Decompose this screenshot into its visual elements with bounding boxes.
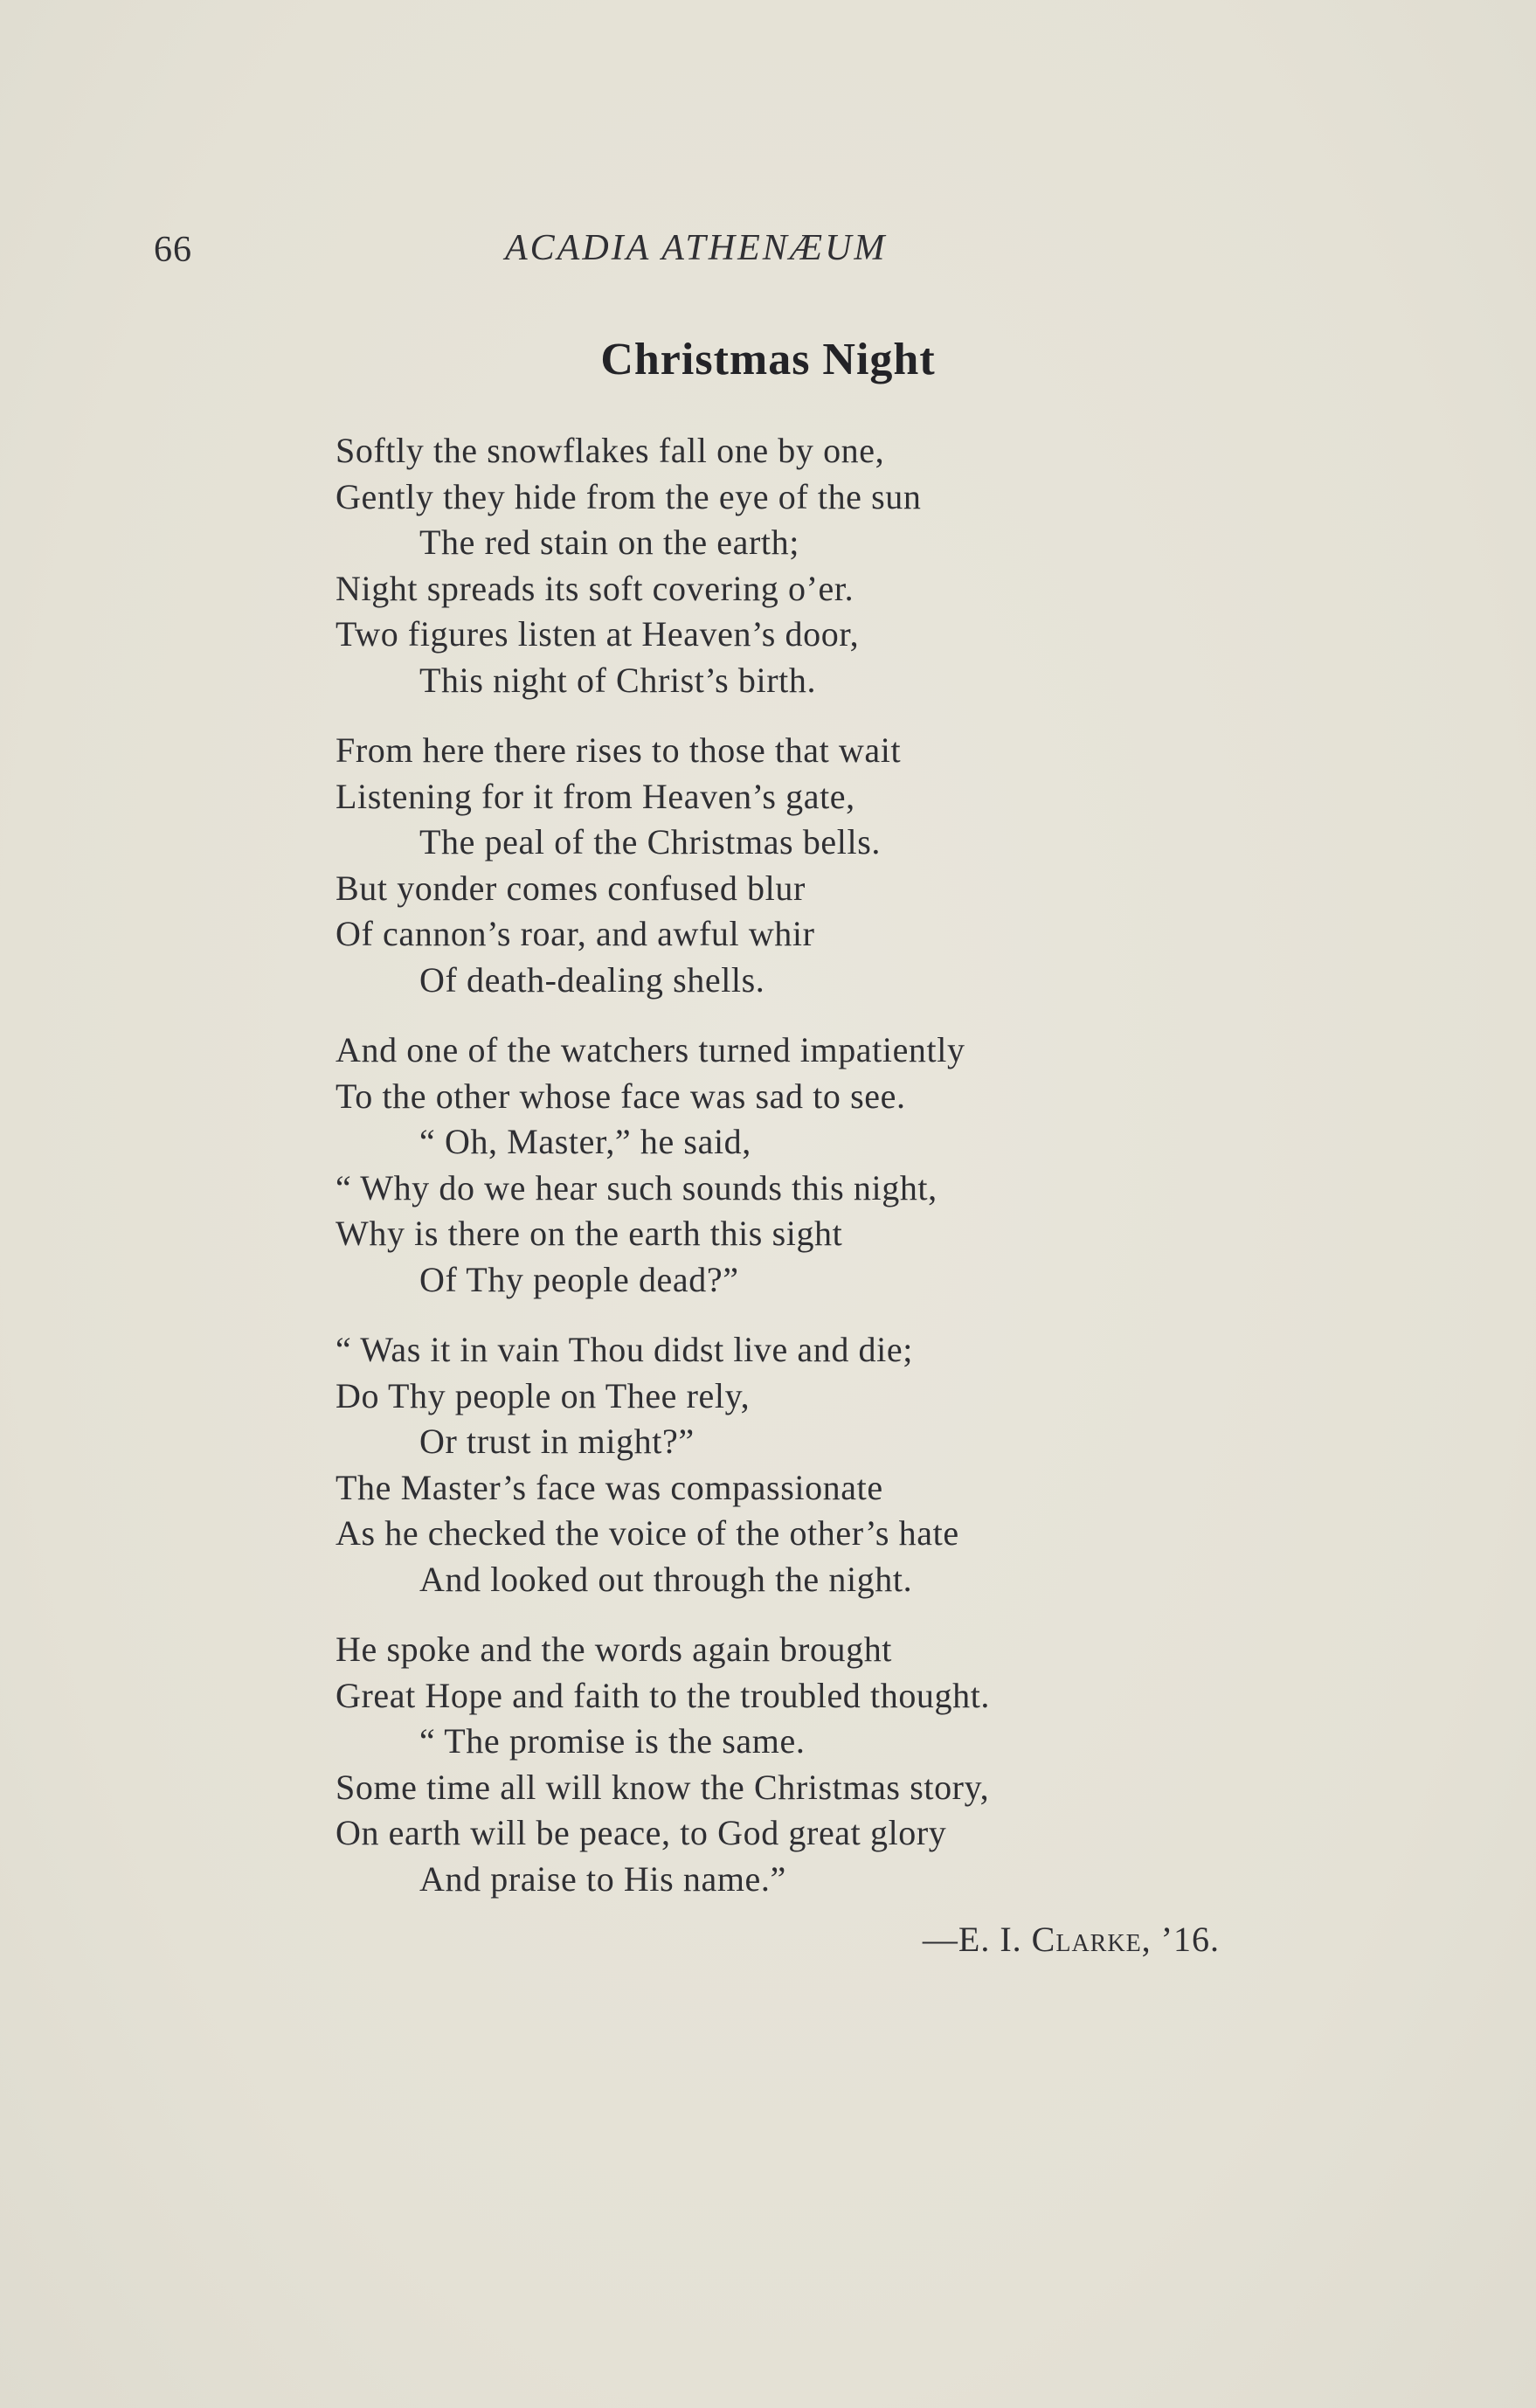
poem-line: “ Was it in vain Thou didst live and die;	[336, 1330, 913, 1369]
author-signature: —E. I. Clarke, ’16.	[922, 1920, 1220, 1959]
poem-line: “ Why do we hear such sounds this night,	[336, 1167, 938, 1207]
stanza-4	[336, 1327, 1209, 1602]
poem-line: On earth will be peace, to God great glory	[336, 1813, 947, 1852]
poem-line: “ The promise is the same.	[419, 1721, 806, 1761]
page-number: 66	[154, 230, 192, 270]
poem-line: The peal of the Christmas bells.	[419, 822, 881, 861]
poem-line: As he checked the voice of the other’s hate	[336, 1513, 959, 1553]
stanza-2	[336, 728, 1209, 1003]
poem-line: Great Hope and faith to the troubled thought.	[336, 1675, 991, 1715]
poem-line: Two figures listen at Heaven’s door,	[336, 614, 860, 654]
poem-line: And looked out through the night.	[419, 1559, 913, 1599]
poem-line: He spoke and the words again brought	[336, 1630, 893, 1669]
poem-line: Do Thy people on Thee rely,	[336, 1375, 751, 1415]
poem-line: Of cannon’s roar, and awful whir	[336, 914, 815, 953]
poem-line: Why is there on the earth this sight	[336, 1214, 843, 1253]
poem-line: Or trust in might?”	[419, 1422, 695, 1461]
poem-line: Listening for it from Heaven’s gate,	[336, 776, 855, 816]
poem-line: Night spreads its soft covering o’er.	[336, 568, 854, 608]
poem-line: From here there rises to those that wait	[336, 730, 902, 770]
poem-title: Christmas Night	[600, 335, 936, 384]
poem-line: Softly the snowflakes fall one by one,	[336, 431, 885, 470]
poem-line: Gently they hide from the eye of the sun	[336, 476, 922, 516]
stanza-5	[336, 1627, 1209, 1902]
poem-line: And one of the watchers turned impatiently	[336, 1030, 965, 1069]
poem-line: The red stain on the earth;	[419, 522, 799, 562]
poem-line: Of Thy people dead?”	[419, 1259, 739, 1299]
poem-line: To the other whose face was sad to see.	[336, 1076, 906, 1116]
running-head: ACADIA ATHENÆUM	[505, 228, 888, 268]
poem-line: Some time all will know the Christmas story,	[336, 1767, 990, 1807]
poem-body	[336, 428, 1209, 1927]
poem-line: But yonder comes confused blur	[336, 868, 806, 908]
poem-line: “ Oh, Master,” he said,	[419, 1122, 751, 1161]
poem-line: This night of Christ’s birth.	[419, 660, 817, 700]
stanza-1	[336, 428, 1209, 703]
poem-line: The Master’s face was compassionate	[336, 1467, 883, 1507]
stanza-3	[336, 1028, 1209, 1303]
poem-line: And praise to His name.”	[419, 1858, 786, 1899]
poem-line: Of death-dealing shells.	[419, 959, 765, 1000]
